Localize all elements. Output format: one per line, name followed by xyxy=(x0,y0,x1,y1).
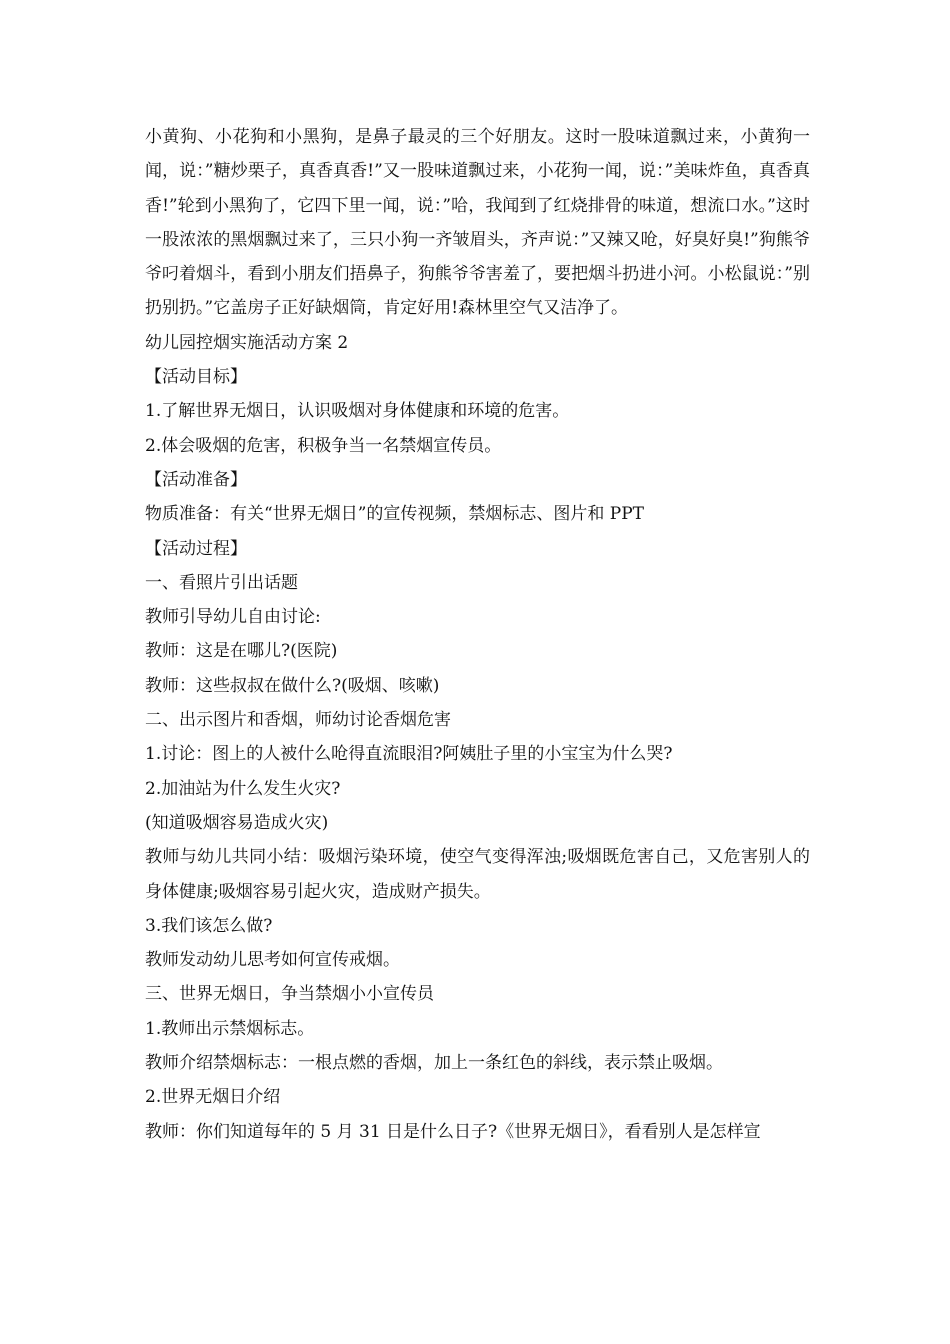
step3-line: 教师介绍禁烟标志：一根点燃的香烟，加上一条红色的斜线，表示禁止吸烟。 xyxy=(145,1053,723,1074)
step3-title: 三、世界无烟日，争当禁烟小小宣传员 xyxy=(145,984,434,1005)
step2-summary: 教师与幼儿共同小结：吸烟污染环境，使空气变得浑浊;吸烟既危害自己，又危害别人的身体健康;吸烟容易引起火灾，造成财产损失。 xyxy=(145,847,810,902)
story-paragraph: 小黄狗、小花狗和小黑狗，是鼻子最灵的三个好朋友。这时一股味道飘过来，小黄狗一闻，说：”糖炒栗子，真香真香!”又一股味道飘过来，小花狗一闻，说：”美味炸鱼，真香真香!”轮到小黑狗了，它四下里一闻，说：”哈，我闻到了红烧排骨的味道，想流口水。”这时一股浓浓的黑烟飘过来了，三只小狗一齐皱眉头，齐声说：”又辣又呛，好臭好臭!”狗熊爷爷叼着烟斗，看到小朋友们捂鼻子，狗熊爷爷害羞了，要把烟斗扔进小河。小松鼠说：”别扔别扔。”它盖房子正好缺烟筒，肯定好用!森林里空气又洁净了。 xyxy=(145,127,810,319)
prep-heading: 【活动准备】 xyxy=(145,469,247,490)
step3-line: 1.教师出示禁烟标志。 xyxy=(145,1018,315,1039)
goal-item-2: 2.体会吸烟的危害，积极争当一名禁烟宣传员。 xyxy=(145,435,502,456)
goal-item-1: 1.了解世界无烟日，认识吸烟对身体健康和环境的危害。 xyxy=(145,401,570,422)
plan-title: 幼儿园控烟实施活动方案 2 xyxy=(145,332,349,353)
goals-heading: 【活动目标】 xyxy=(145,367,247,388)
prep-text: 物质准备：有关“世界无烟日”的宣传视频，禁烟标志、图片和 PPT xyxy=(145,504,645,525)
step2-line: 2.加油站为什么发生火灾? xyxy=(145,778,341,799)
step1-line: 教师：这是在哪儿?(医院) xyxy=(145,641,338,662)
step2-line: (知道吸烟容易造成火灾) xyxy=(145,812,329,833)
step2-line: 1.讨论：图上的人被什么呛得直流眼泪?阿姨肚子里的小宝宝为什么哭? xyxy=(145,744,673,765)
step2-line: 教师发动幼儿思考如何宣传戒烟。 xyxy=(145,950,400,971)
process-heading: 【活动过程】 xyxy=(145,538,247,559)
step3-line: 教师：你们知道每年的 5 月 31 日是什么日子?《世界无烟日》，看看别人是怎样宣 xyxy=(145,1121,761,1142)
step3-line: 2.世界无烟日介绍 xyxy=(145,1087,281,1108)
step2-title: 二、出示图片和香烟，师幼讨论香烟危害 xyxy=(145,710,451,731)
step1-line: 教师引导幼儿自由讨论: xyxy=(145,607,321,628)
step1-title: 一、看照片引出话题 xyxy=(145,572,298,593)
step2-line: 3.我们该怎么做? xyxy=(145,915,273,936)
document-body xyxy=(145,120,810,1149)
step1-line: 教师：这些叔叔在做什么?(吸烟、咳嗽) xyxy=(145,675,440,696)
